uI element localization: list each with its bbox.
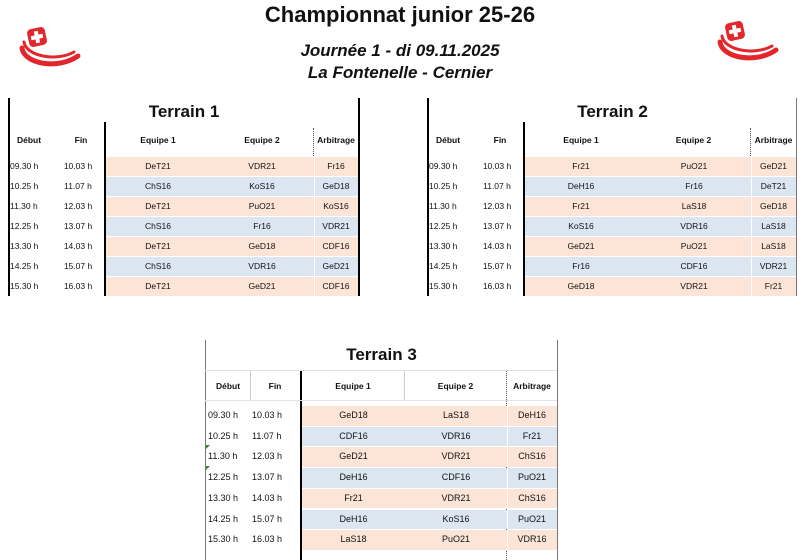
col-fin: Fin [493,135,507,145]
equipe2-cell: CDF16 [680,261,708,271]
equipe1-cell: GeD21 [339,451,368,462]
col-equipe2: Equipe 2 [244,135,280,145]
equipe1-cell: DeT21 [145,281,171,291]
time-debut: 15.30 h [10,281,39,291]
arbitrage-cell: CDF16 [322,241,350,251]
time-debut: 11.30 h [10,201,38,211]
arbitrage-cell: LaS18 [761,241,786,251]
col-equipe2: Equipe 2 [437,381,474,391]
cell-comment-marker [206,466,210,470]
table-row [0,177,800,196]
arbitrage-cell: PuO21 [517,513,547,524]
cell-comment-marker [206,445,210,449]
time-fin: 12.03 h [482,201,512,211]
equipe2-cell: PuO21 [680,241,708,251]
time-debut: 09.30 h [208,410,239,420]
equipe1-cell: Fr21 [572,161,590,171]
equipe1-cell: GeD18 [567,281,595,291]
col-equipe2: Equipe 2 [675,135,712,145]
equipe2-cell: PuO21 [248,201,276,211]
col-debut: Début [435,135,461,145]
col-fin: Fin [74,135,88,145]
col-equipe1: Equipe 1 [335,381,371,391]
arbitrage-cell: DeT21 [760,181,787,191]
time-fin: 16.03 h [63,281,93,291]
table-row [0,406,800,425]
equipe2-cell: GeD21 [248,281,276,291]
equipe1-cell: ChS16 [145,221,171,231]
equipe2-cell: PuO21 [441,534,471,545]
time-fin: 13.07 h [63,221,93,231]
time-debut: 15.30 h [429,281,458,291]
time-fin: 15.07 h [482,261,512,271]
arbitrage-cell: ChS16 [518,492,546,503]
equipe1-cell: Fr16 [572,261,590,271]
col-equipe1: Equipe 1 [140,135,176,145]
equipe2-cell: PuO21 [680,161,708,171]
time-fin: 13.07 h [482,221,512,231]
time-debut: 15.30 h [208,534,239,545]
equipe2-cell: VDR16 [248,261,276,271]
arbitrage-cell: VDR21 [322,221,350,231]
time-fin: 16.03 h [482,281,512,291]
arbitrage-cell: Fr21 [522,430,542,441]
time-fin: 10.03 h [252,410,283,420]
col-debut: Début [16,135,42,145]
equipe1-cell: Fr21 [344,492,363,503]
time-debut: 09.30 h [10,161,39,171]
equipe1-cell: LaS18 [340,534,367,545]
arbitrage-cell: PuO21 [517,472,547,483]
equipe1-cell: DeH16 [339,513,368,524]
time-debut: 13.30 h [208,492,239,503]
table-row [0,257,800,276]
time-debut: 14.25 h [208,513,239,524]
time-fin: 15.07 h [252,513,283,524]
equipe2-cell: CDF16 [441,472,471,483]
time-fin: 11.07 h [64,181,92,191]
time-fin: 10.03 h [63,161,93,171]
time-fin: 11.07 h [252,430,282,441]
arbitrage-cell: Fr21 [764,281,783,291]
table-row [0,510,800,529]
time-debut: 10.25 h [10,181,39,191]
time-debut: 13.30 h [10,241,39,251]
equipe1-cell: GeD21 [567,241,595,251]
equipe2-cell: VDR21 [441,492,471,503]
col-equipe1: Equipe 1 [563,135,599,145]
arbitrage-cell: CDF16 [322,281,350,291]
arbitrage-cell: GeD18 [322,181,350,191]
time-debut: 14.25 h [429,261,458,271]
time-fin: 11.07 h [483,181,511,191]
time-debut: 11.30 h [429,201,457,211]
table-row [0,217,800,236]
terrain-3-title: Terrain 3 [346,345,417,364]
table-row [0,530,800,549]
time-debut: 13.30 h [429,241,458,251]
equipe2-cell: GeD18 [248,241,276,251]
table-row [0,277,800,296]
time-fin: 14.03 h [482,241,512,251]
equipe2-cell: VDR21 [248,161,276,171]
time-debut: 12.25 h [10,221,39,231]
time-fin: 15.07 h [63,261,93,271]
arbitrage-cell: KoS16 [323,201,349,211]
col-debut: Début [215,381,241,391]
table-row [0,157,800,176]
equipe1-cell: KoS16 [568,221,594,231]
time-fin: 13.07 h [252,472,283,483]
arbitrage-cell: GeD18 [760,201,787,211]
equipe1-cell: GeD18 [339,410,368,420]
arbitrage-cell: VDR16 [517,534,547,545]
time-fin: 12.03 h [252,451,283,462]
equipe1-cell: ChS16 [145,181,171,191]
arbitrage-cell: GeD21 [322,261,350,271]
equipe2-cell: VDR21 [680,281,708,291]
time-debut: 11.30 h [208,451,238,462]
equipe1-cell: DeH16 [567,181,595,191]
table-row [0,197,800,216]
arbitrage-cell: ChS16 [518,451,546,462]
time-fin: 12.03 h [63,201,93,211]
equipe2-cell: Fr16 [685,181,703,191]
location: La Fontenelle - Cernier [307,63,493,82]
equipe2-cell: Fr16 [253,221,271,231]
journee-date: Journée 1 - di 09.11.2025 [300,41,500,60]
equipe1-cell: DeT21 [145,201,171,211]
equipe1-cell: DeT21 [145,241,171,251]
time-fin: 16.03 h [252,534,283,545]
equipe1-cell: Fr21 [572,201,590,211]
time-fin: 10.03 h [482,161,512,171]
time-debut: 12.25 h [429,221,458,231]
equipe2-cell: KoS16 [442,513,470,524]
table-row [0,489,800,508]
page-title: Championnat junior 25-26 [264,2,536,27]
time-debut: 10.25 h [208,430,239,441]
time-fin: 14.03 h [252,492,283,503]
arbitrage-cell: GeD21 [760,161,787,171]
equipe1-cell: DeH16 [339,472,368,483]
terrain-1-title: Terrain 1 [148,102,220,121]
equipe2-cell: VDR16 [680,221,708,231]
equipe2-cell: KoS16 [249,181,275,191]
time-debut: 12.25 h [208,472,239,483]
equipe2-cell: LaS18 [442,410,470,420]
arbitrage-cell: VDR21 [759,261,788,271]
table-row [0,237,800,256]
arbitrage-cell: Fr16 [327,161,345,171]
equipe1-cell: CDF16 [339,430,368,441]
arbitrage-cell: DeH16 [517,410,546,420]
table-row [0,427,800,446]
equipe2-cell: VDR21 [441,451,471,462]
time-debut: 10.25 h [429,181,458,191]
time-debut: 09.30 h [429,161,458,171]
equipe1-cell: ChS16 [145,261,171,271]
equipe2-cell: LaS18 [681,201,707,211]
table-row [0,468,800,487]
table-row [0,447,800,466]
time-debut: 14.25 h [10,261,39,271]
time-fin: 14.03 h [63,241,93,251]
col-arbitrage: Arbitrage [317,135,355,145]
equipe2-cell: VDR16 [441,430,471,441]
terrain-2-title: Terrain 2 [577,102,648,121]
col-fin: Fin [268,381,282,391]
equipe1-cell: DeT21 [145,161,171,171]
arbitrage-cell: LaS18 [761,221,786,231]
col-arbitrage: Arbitrage [754,135,793,145]
col-arbitrage: Arbitrage [513,381,551,391]
